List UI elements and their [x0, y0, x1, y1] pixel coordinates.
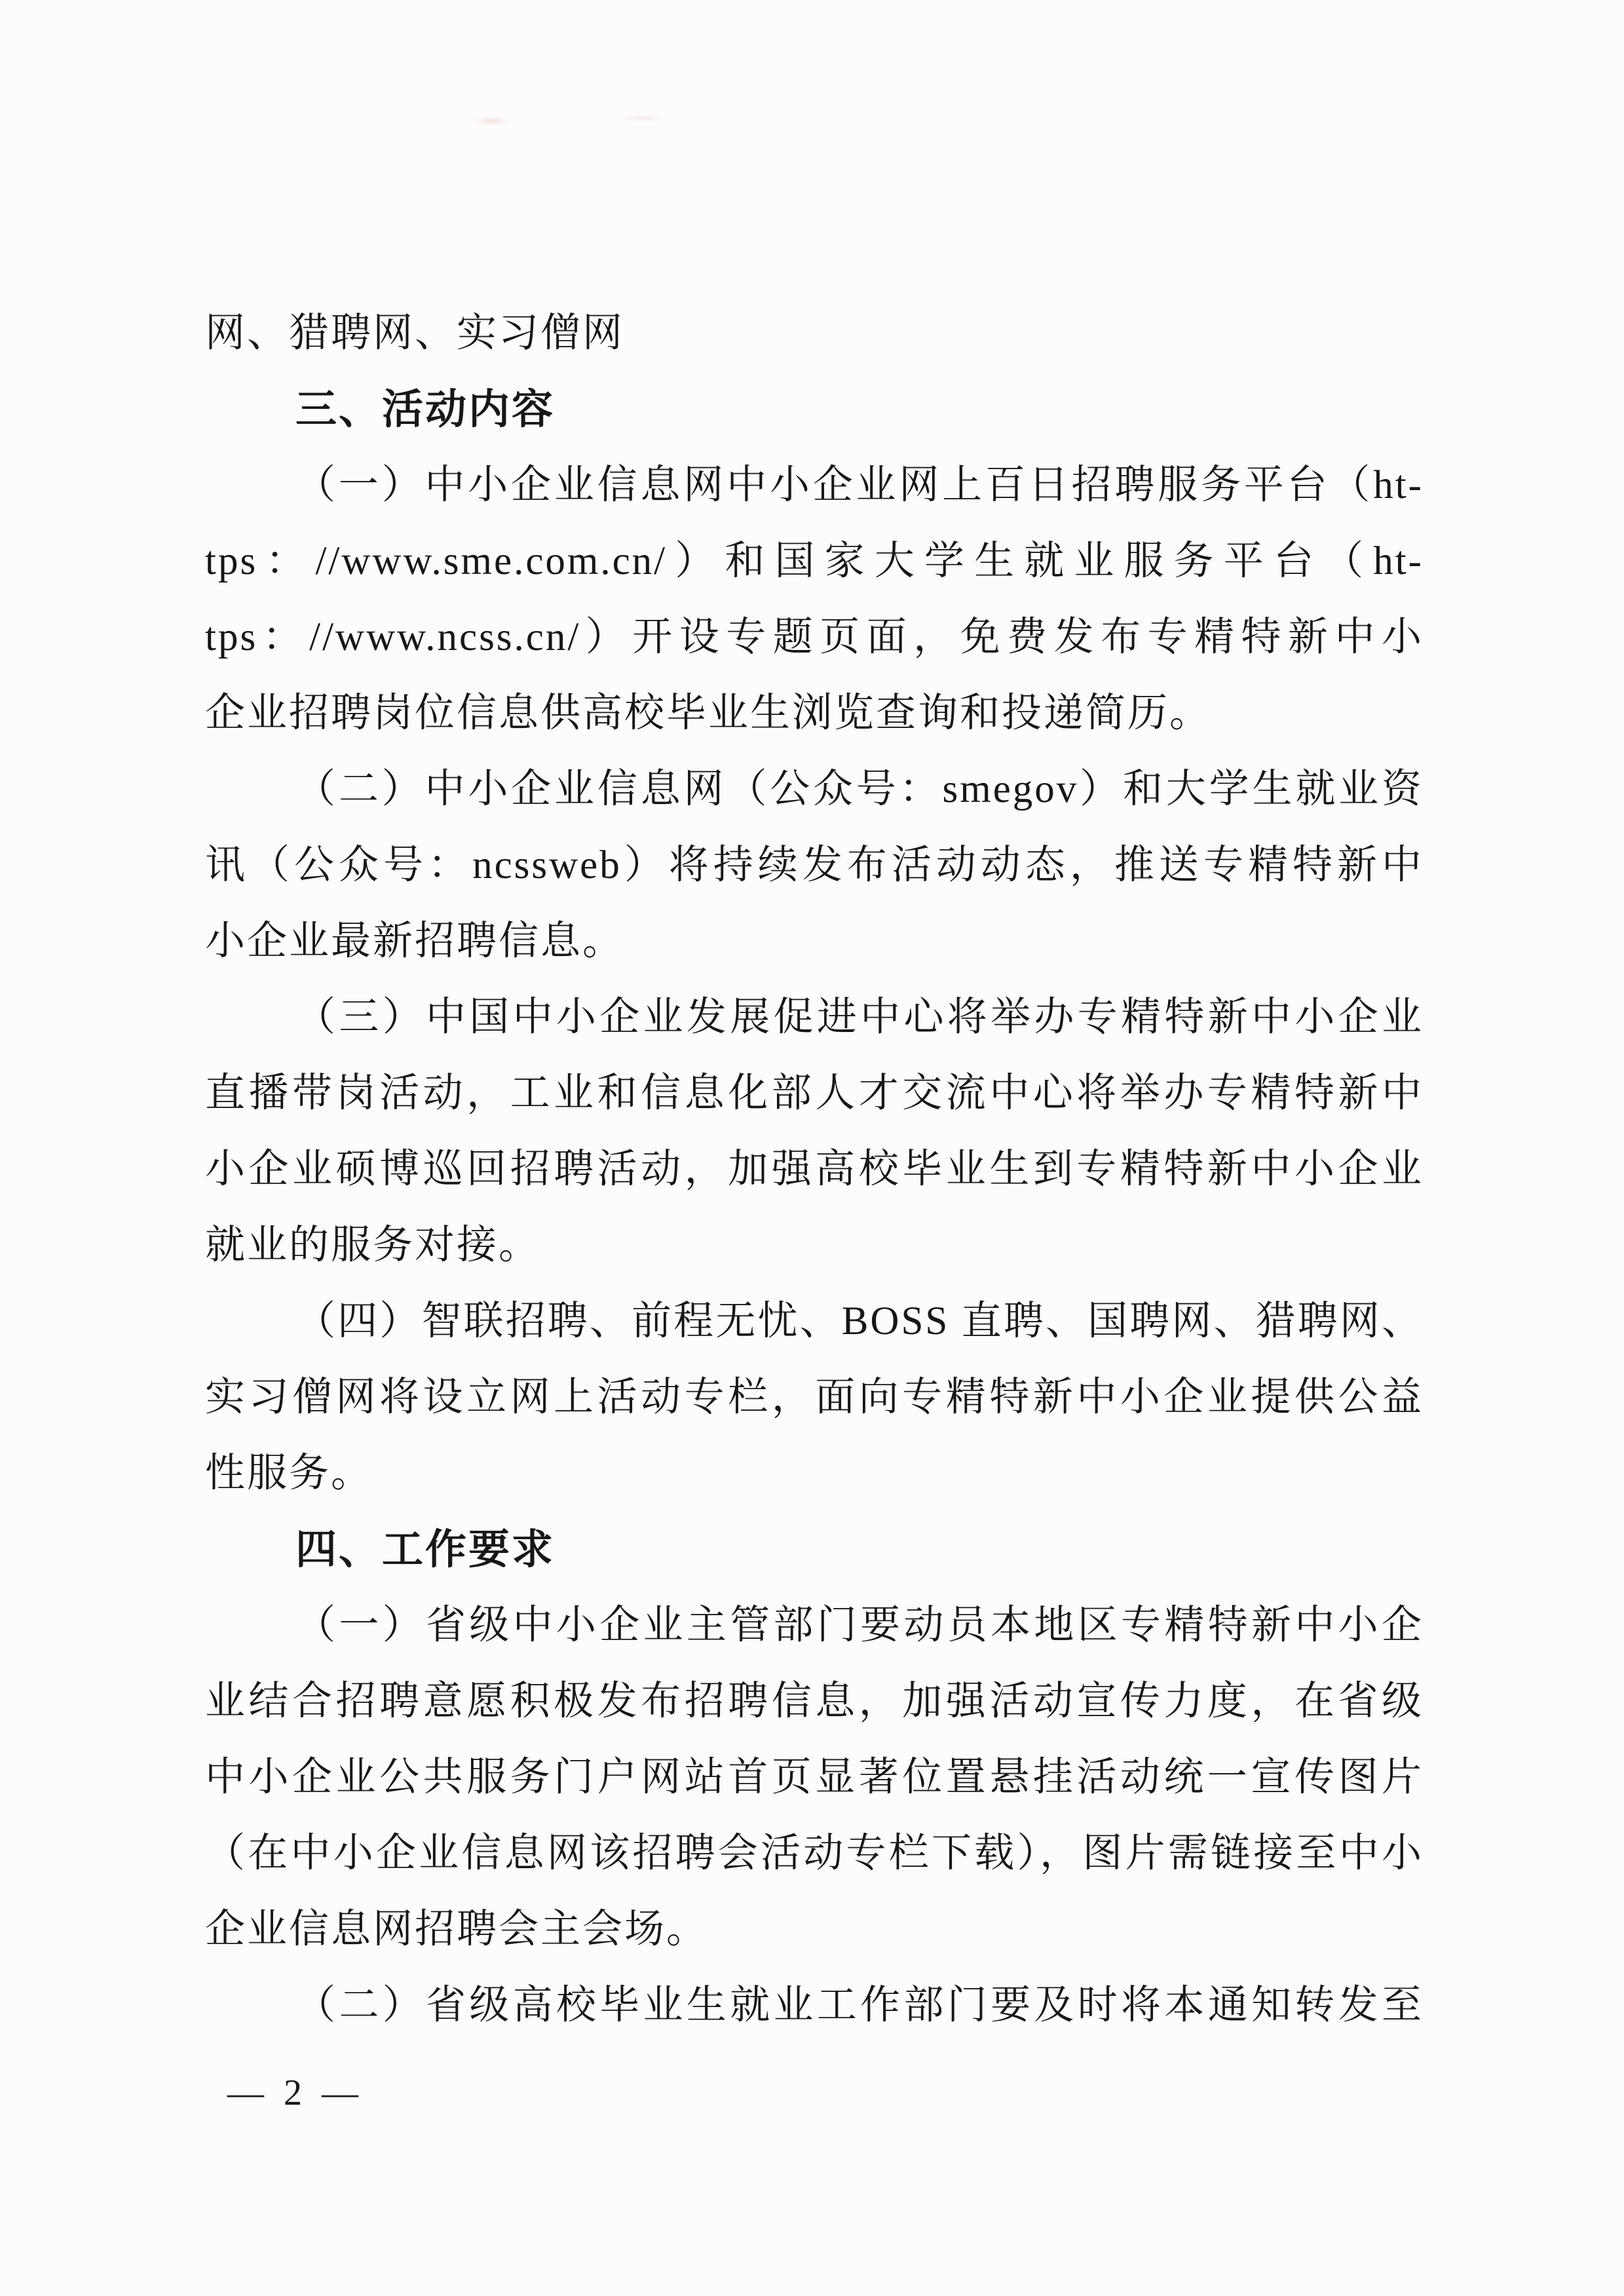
body-text-line: （一）省级中小企业主管部门要动员本地区专精特新中小企: [295, 1603, 1424, 1647]
body-text-line: 就业的服务对接。: [205, 1223, 541, 1267]
scan-artifact: [472, 108, 668, 134]
document-body: [205, 296, 1424, 2044]
body-text-line: tps：//www.sme.com.cn/）和国家大学生就业服务平台（ht-: [205, 539, 1424, 583]
body-text-line: 直播带岗活动，工业和信息化部人才交流中心将举办专精特新中: [205, 1071, 1424, 1115]
body-text-line: 性服务。: [205, 1451, 373, 1495]
body-text-line: （一）中小企业信息网中小企业网上百日招聘服务平台（ht-: [295, 463, 1424, 507]
section-heading: 四、工作要求: [295, 1527, 555, 1573]
body-text-line: tps：//www.ncss.cn/）开设专题页面，免费发布专精特新中小: [205, 615, 1424, 659]
body-text-line: （二）省级高校毕业生就业工作部门要及时将本通知转发至: [295, 1983, 1424, 2027]
page-number: [227, 2072, 364, 2114]
body-text-line: 小企业最新招聘信息。: [205, 919, 625, 963]
body-text-line: 企业信息网招聘会主会场。: [205, 1907, 709, 1951]
body-text-line: 讯（公众号：ncssweb）将持续发布活动动态，推送专精特新中: [205, 843, 1424, 887]
body-text-line: 小企业硕博巡回招聘活动，加强高校毕业生到专精特新中小企业: [205, 1147, 1424, 1191]
body-text-line: （三）中国中小企业发展促进中心将举办专精特新中小企业: [295, 995, 1424, 1039]
body-text-line: 企业招聘岗位信息供高校毕业生浏览查询和投递简历。: [205, 691, 1212, 735]
section-heading: 三、活动内容: [295, 387, 555, 432]
body-text-line: 实习僧网将设立网上活动专栏，面向专精特新中小企业提供公益: [205, 1375, 1424, 1419]
page-number-label: — 2 —: [227, 2073, 364, 2113]
body-text-line: （二）中小企业信息网（公众号：smegov）和大学生就业资: [295, 767, 1424, 811]
body-text-line: （四）智联招聘、前程无忧、BOSS 直聘、国聘网、猎聘网、: [295, 1299, 1424, 1343]
body-text-line: 中小企业公共服务门户网站首页显著位置悬挂活动统一宣传图片: [205, 1755, 1424, 1799]
body-text-line: 网、猎聘网、实习僧网: [205, 311, 625, 355]
body-text-line: 业结合招聘意愿积极发布招聘信息，加强活动宣传力度，在省级: [205, 1679, 1424, 1723]
body-text-line: （在中小企业信息网该招聘会活动专栏下载），图片需链接至中小: [205, 1831, 1424, 1875]
